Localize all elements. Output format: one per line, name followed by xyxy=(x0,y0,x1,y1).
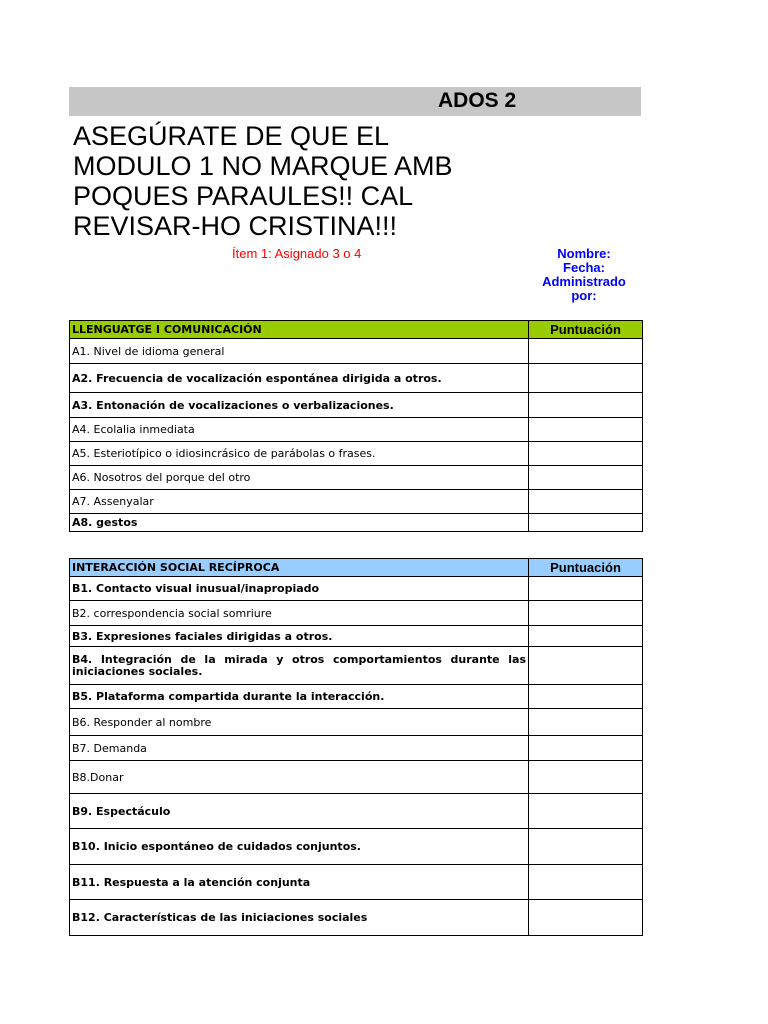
table-row xyxy=(70,466,643,490)
score-cell[interactable] xyxy=(529,829,643,865)
row-label: A2. Frecuencia de vocalización espontánea dirigida a otros. xyxy=(70,364,529,393)
table-row xyxy=(70,736,643,761)
warning-line: REVISAR-HO CRISTINA!!! xyxy=(73,211,398,241)
row-label: B4. Integración de la mirada y otros comportamientos durante las iniciaciones sociales. xyxy=(70,647,529,685)
row-label: A3. Entonación de vocalizaciones o verbalizaciones. xyxy=(70,393,529,418)
warning-line: ASEGÚRATE DE QUE EL xyxy=(73,121,390,151)
score-cell[interactable] xyxy=(529,577,643,601)
admin-label: Administrado xyxy=(542,274,626,289)
table-row xyxy=(70,829,643,865)
score-cell[interactable] xyxy=(529,736,643,761)
score-cell[interactable] xyxy=(529,418,643,442)
warning-note xyxy=(73,121,513,241)
row-label: A8. gestos xyxy=(70,514,529,532)
row-label: A4. Ecolalia inmediata xyxy=(70,418,529,442)
row-label: B7. Demanda xyxy=(70,736,529,761)
section-a-title: LLENGUATGE I COMUNICACIÓN xyxy=(70,321,529,339)
table-row xyxy=(70,794,643,829)
score-cell[interactable] xyxy=(529,647,643,685)
row-label: B9. Espectáculo xyxy=(70,794,529,829)
section-b-header xyxy=(70,559,643,577)
item-note: Ítem 1: Asignado 3 o 4 xyxy=(232,246,362,261)
table-row xyxy=(70,601,643,626)
table-row xyxy=(70,442,643,466)
section-a-header xyxy=(70,321,643,339)
table-row xyxy=(70,514,643,532)
score-cell[interactable] xyxy=(529,761,643,794)
section-a-score-header: Puntuación xyxy=(529,321,643,339)
score-cell[interactable] xyxy=(529,393,643,418)
table-row xyxy=(70,626,643,647)
section-b-table xyxy=(69,558,643,936)
score-cell[interactable] xyxy=(529,514,643,532)
score-cell[interactable] xyxy=(529,900,643,936)
admin-label-2: por: xyxy=(571,288,597,303)
score-cell[interactable] xyxy=(529,626,643,647)
row-label: B2. correspondencia social somriure xyxy=(70,601,529,626)
row-label: B5. Plataforma compartida durante la interacción. xyxy=(70,685,529,709)
section-a-table xyxy=(69,320,643,532)
table-row xyxy=(70,577,643,601)
score-cell[interactable] xyxy=(529,339,643,364)
row-label: B12. Características de las iniciaciones sociales xyxy=(70,900,529,936)
row-label: B1. Contacto visual inusual/inapropiado xyxy=(70,577,529,601)
row-label: B3. Expresiones faciales dirigidas a otros. xyxy=(70,626,529,647)
table-row xyxy=(70,709,643,736)
warning-line: POQUES PARAULES!! CAL xyxy=(73,181,414,211)
warning-line: MODULO 1 NO MARQUE AMB xyxy=(73,151,453,181)
title-bar xyxy=(69,87,641,116)
section-b-score-header: Puntuación xyxy=(529,559,643,577)
row-label: B11. Respuesta a la atención conjunta xyxy=(70,865,529,900)
score-cell[interactable] xyxy=(529,466,643,490)
section-b-title: INTERACCIÓN SOCIAL RECÍPROCA xyxy=(70,559,529,577)
row-label: B10. Inicio espontáneo de cuidados conjuntos. xyxy=(70,829,529,865)
table-row xyxy=(70,418,643,442)
table-row xyxy=(70,647,643,685)
table-row xyxy=(70,339,643,364)
row-label: A6. Nosotros del porque del otro xyxy=(70,466,529,490)
score-cell[interactable] xyxy=(529,601,643,626)
page-title: ADOS 2 xyxy=(438,89,517,112)
name-label: Nombre: xyxy=(557,246,611,261)
date-label: Fecha: xyxy=(563,260,605,275)
table-row xyxy=(70,900,643,936)
table-row xyxy=(70,393,643,418)
score-cell[interactable] xyxy=(529,490,643,514)
table-row xyxy=(70,865,643,900)
row-label: B6. Responder al nombre xyxy=(70,709,529,736)
score-cell[interactable] xyxy=(529,794,643,829)
row-label: A1. Nivel de idioma general xyxy=(70,339,529,364)
meta-block xyxy=(527,247,641,303)
score-cell[interactable] xyxy=(529,685,643,709)
table-row xyxy=(70,761,643,794)
score-cell[interactable] xyxy=(529,709,643,736)
table-row xyxy=(70,490,643,514)
row-label: A5. Esteriotípico o idiosincrásico de parábolas o frases. xyxy=(70,442,529,466)
row-label: B8.Donar xyxy=(70,761,529,794)
score-cell[interactable] xyxy=(529,865,643,900)
row-label: A7. Assenyalar xyxy=(70,490,529,514)
table-row xyxy=(70,364,643,393)
table-row xyxy=(70,685,643,709)
score-cell[interactable] xyxy=(529,364,643,393)
score-cell[interactable] xyxy=(529,442,643,466)
